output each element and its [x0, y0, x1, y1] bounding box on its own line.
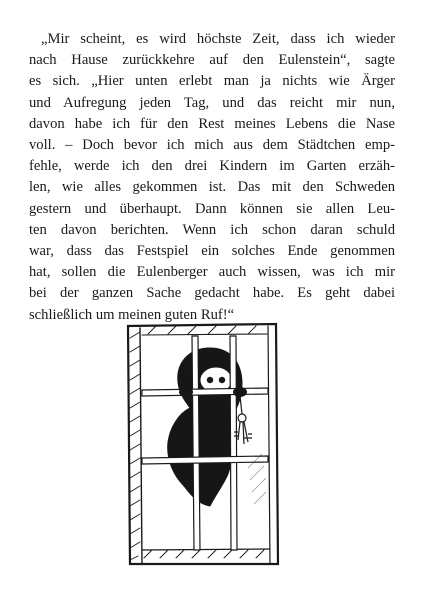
text-line: es sich. „Hier unten erlebt man ja nichts wie Ärger: [29, 73, 395, 90]
text-line: war, dass das Festspiel ein solches Ende genommen: [29, 243, 395, 260]
text-line: gestern und überhaupt. Dann können sie allen Leu-: [29, 200, 395, 217]
text-line: und Aufregung jeden Tag, und das reicht mir nun,: [29, 94, 395, 111]
text-line: fehle, werde ich den drei Kindern im Garten erzäh-: [29, 158, 395, 175]
ghost-hand-left: [179, 387, 193, 397]
window-bar-horizontal-upper: [142, 388, 268, 396]
ghost-eye-left: [207, 377, 213, 383]
window-bar-vertical-right: [230, 336, 237, 550]
text-line: schließlich um meinen guten Ruf!“: [29, 306, 235, 323]
text-line: len, wie alles gekommen ist. Das mit den Schweden: [29, 179, 395, 196]
text-line: davon habe ich für den Rest meines Lebens die Nase: [29, 115, 395, 132]
ghost-eye-right: [219, 377, 225, 383]
window-bar-horizontal-lower: [142, 456, 268, 464]
text-line: nach Hause zurückkehre auf den Eulenstein“, sagte: [29, 52, 395, 69]
window-bar-vertical-left: [192, 336, 200, 550]
text-line: hat, sollen die Eulenberger auch wissen, was ich mir: [29, 264, 395, 281]
ghost-hand-right: [233, 387, 247, 397]
ghost-window-illustration: [118, 318, 288, 568]
frame-hatching: [130, 332, 140, 560]
text-line: „Mir scheint, es wird höchste Zeit, dass ich wieder: [41, 31, 395, 47]
text-line: bei der ganzen Sache gedacht habe. Es geht dabei: [29, 285, 395, 302]
text-line: voll. – Doch bevor ich mich aus dem Städtchen emp-: [29, 137, 395, 154]
ghost-window-drawing: [118, 318, 288, 568]
text-line: ten davon berichten. Wenn ich schon daran schuld: [29, 221, 395, 238]
body-paragraph: [29, 29, 395, 326]
